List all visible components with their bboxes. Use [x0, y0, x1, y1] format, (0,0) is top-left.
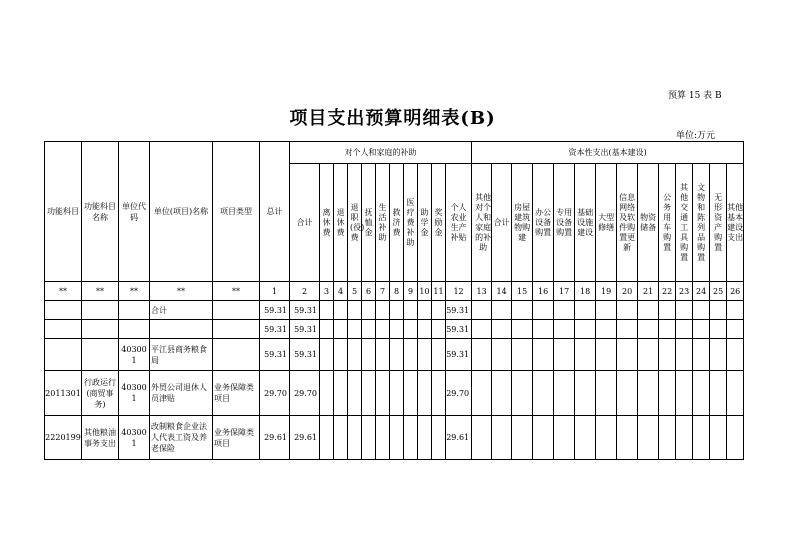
func-code-cell: 2011301	[45, 371, 82, 416]
empty-cell	[362, 301, 376, 320]
proj-type-cell: 业务保障类项目	[213, 371, 260, 416]
col-header-p9-text: 奖励金	[434, 207, 443, 237]
p11-cell: 29.61	[446, 416, 472, 460]
empty-cell	[659, 301, 676, 320]
col-header-p11-text: 其他对个人和家庭的补助	[475, 192, 492, 252]
empty-cell	[596, 301, 617, 320]
empty-cell	[362, 339, 376, 371]
col-header-c10-text: 文物和陈列品购置	[697, 182, 706, 262]
empty-cell	[376, 301, 390, 320]
col-header-p10-text: 个人农业生产补贴	[450, 202, 467, 242]
empty-cell	[575, 320, 596, 339]
index-cell: 13	[472, 282, 492, 301]
empty-cell	[554, 301, 575, 320]
col-header-c8-text: 公务用车购置	[663, 192, 672, 252]
col-header-unit-name: 单位(项目)名称	[150, 142, 213, 282]
total-cell: 29.70	[260, 371, 290, 416]
unit-name-cell: 改制粮食企业法人代表工资及养老保险	[150, 416, 213, 460]
index-row	[45, 282, 744, 301]
empty-cell	[727, 339, 744, 371]
empty-cell	[617, 371, 638, 416]
empty-cell	[512, 371, 533, 416]
index-cell: 10	[418, 282, 432, 301]
col-header-c3	[554, 164, 575, 282]
empty-cell	[575, 416, 596, 460]
col-header-p2	[334, 164, 348, 282]
index-cell: 15	[512, 282, 533, 301]
empty-cell	[575, 339, 596, 371]
index-cell: 16	[533, 282, 554, 301]
p-sum-cell: 29.61	[290, 416, 320, 460]
proj-type-cell	[213, 339, 260, 371]
empty-cell	[492, 371, 512, 416]
empty-cell	[617, 339, 638, 371]
empty-cell	[376, 416, 390, 460]
index-cell: **	[119, 282, 150, 301]
col-header-p10	[446, 164, 472, 282]
col-header-p8-text: 助学金	[420, 207, 429, 237]
col-header-p4-text: 抚恤金	[364, 207, 373, 237]
empty-cell	[320, 301, 334, 320]
col-header-c12	[727, 164, 744, 282]
empty-cell	[533, 371, 554, 416]
p-sum-cell: 29.70	[290, 371, 320, 416]
empty-cell	[676, 339, 693, 371]
func-name-cell	[82, 320, 119, 339]
index-cell: **	[150, 282, 213, 301]
empty-cell	[638, 371, 659, 416]
budget-detail-table	[44, 141, 744, 460]
p11-cell: 59.31	[446, 320, 472, 339]
col-header-p6	[390, 164, 404, 282]
empty-cell	[710, 320, 727, 339]
col-header-total: 总计	[260, 142, 290, 282]
empty-cell	[659, 371, 676, 416]
empty-cell	[676, 416, 693, 460]
index-cell: 1	[260, 282, 290, 301]
empty-cell	[418, 320, 432, 339]
col-header-p3-text: 退职(役)费	[350, 202, 365, 242]
index-cell: **	[82, 282, 119, 301]
empty-cell	[554, 339, 575, 371]
col-header-p7	[404, 164, 418, 282]
empty-cell	[404, 301, 418, 320]
empty-cell	[376, 339, 390, 371]
empty-cell	[617, 301, 638, 320]
group-header-personal: 对个人和家庭的补助	[290, 142, 472, 164]
index-cell: 6	[362, 282, 376, 301]
empty-cell	[404, 371, 418, 416]
unit-code-cell: 403001	[119, 416, 150, 460]
empty-cell	[617, 416, 638, 460]
col-header-unit-code: 单位代码	[119, 142, 150, 282]
empty-cell	[710, 371, 727, 416]
empty-cell	[554, 320, 575, 339]
col-header-c-sum: 合计	[492, 164, 512, 282]
index-cell: 3	[320, 282, 334, 301]
empty-cell	[418, 371, 432, 416]
empty-cell	[693, 301, 710, 320]
index-cell: 7	[376, 282, 390, 301]
empty-cell	[334, 416, 348, 460]
unit-name-cell: 平江县商务粮食局	[150, 339, 213, 371]
col-header-p5-text: 生活补助	[378, 202, 387, 242]
empty-cell	[418, 301, 432, 320]
unit-code-cell: 403001	[119, 339, 150, 371]
empty-cell	[418, 416, 432, 460]
empty-cell	[348, 320, 362, 339]
unit-code-cell	[119, 301, 150, 320]
col-header-c12-text: 其他基本建设支出	[727, 202, 744, 242]
empty-cell	[390, 320, 404, 339]
func-code-cell: 2220199	[45, 416, 82, 460]
col-header-c4	[575, 164, 596, 282]
empty-cell	[710, 416, 727, 460]
empty-cell	[362, 320, 376, 339]
func-name-cell: 其他粮油事务支出	[82, 416, 119, 460]
col-header-p1-text: 离休费	[322, 207, 331, 237]
empty-cell	[659, 320, 676, 339]
table-row	[45, 371, 744, 416]
index-cell: 25	[710, 282, 727, 301]
index-cell: 22	[659, 282, 676, 301]
empty-cell	[334, 320, 348, 339]
empty-cell	[390, 371, 404, 416]
col-header-p5	[376, 164, 390, 282]
empty-cell	[320, 416, 334, 460]
unit-code-cell	[119, 320, 150, 339]
col-header-c11	[710, 164, 727, 282]
group-header-capital: 资本性支出(基本建设)	[472, 142, 744, 164]
empty-cell	[659, 339, 676, 371]
empty-cell	[693, 416, 710, 460]
unit-name-cell: 外贸公司退休人员津贴	[150, 371, 213, 416]
empty-cell	[596, 320, 617, 339]
empty-cell	[693, 320, 710, 339]
col-header-p-sum: 合计	[290, 164, 320, 282]
empty-cell	[472, 320, 492, 339]
col-header-c9	[676, 164, 693, 282]
empty-cell	[512, 339, 533, 371]
col-header-p1	[320, 164, 334, 282]
empty-cell	[710, 339, 727, 371]
empty-cell	[390, 416, 404, 460]
index-cell: 23	[676, 282, 693, 301]
table-number-label: 预算 15 表 B	[668, 91, 722, 101]
empty-cell	[693, 339, 710, 371]
empty-cell	[432, 320, 446, 339]
empty-cell	[348, 371, 362, 416]
func-name-cell	[82, 301, 119, 320]
empty-cell	[418, 339, 432, 371]
col-header-c11-text: 无形资产购置	[714, 192, 723, 252]
empty-cell	[676, 301, 693, 320]
empty-cell	[638, 416, 659, 460]
p-sum-cell: 59.31	[290, 320, 320, 339]
unit-name-cell	[150, 320, 213, 339]
col-header-p11	[472, 164, 492, 282]
col-header-c8	[659, 164, 676, 282]
empty-cell	[376, 371, 390, 416]
col-header-p6-text: 救济费	[392, 207, 401, 237]
proj-type-cell: 业务保障类项目	[213, 416, 260, 460]
empty-cell	[492, 339, 512, 371]
col-header-c5-text: 大型修缮	[598, 212, 615, 232]
col-header-func-code: 功能科目	[45, 142, 82, 282]
empty-cell	[432, 301, 446, 320]
col-header-c10	[693, 164, 710, 282]
index-cell: **	[45, 282, 82, 301]
col-header-c1	[512, 164, 533, 282]
col-header-c1-text: 房屋建筑物购建	[514, 202, 531, 242]
empty-cell	[710, 301, 727, 320]
empty-cell	[693, 371, 710, 416]
empty-cell	[320, 339, 334, 371]
col-header-p9	[432, 164, 446, 282]
empty-cell	[404, 320, 418, 339]
empty-cell	[472, 416, 492, 460]
total-cell: 59.31	[260, 301, 290, 320]
empty-cell	[432, 371, 446, 416]
col-header-c3-text: 专用设备购置	[556, 207, 573, 237]
empty-cell	[472, 301, 492, 320]
empty-cell	[617, 320, 638, 339]
p11-cell: 29.70	[446, 371, 472, 416]
empty-cell	[659, 416, 676, 460]
col-header-c4-text: 基础设施建设	[577, 207, 594, 237]
col-header-p3	[348, 164, 365, 282]
table-row	[45, 339, 744, 371]
col-header-c9-text: 其他交通工具购置	[680, 182, 689, 262]
empty-cell	[320, 320, 334, 339]
col-header-c6-text: 信息网络及软件购置更新	[619, 192, 636, 252]
col-header-c6	[617, 164, 638, 282]
empty-cell	[533, 301, 554, 320]
index-cell: 24	[693, 282, 710, 301]
empty-cell	[472, 339, 492, 371]
empty-cell	[638, 301, 659, 320]
total-cell: 59.31	[260, 339, 290, 371]
proj-type-cell	[213, 301, 260, 320]
table-row	[45, 320, 744, 339]
empty-cell	[390, 301, 404, 320]
page-title: 项目支出预算明细表(B)	[289, 108, 496, 129]
index-cell: 26	[727, 282, 744, 301]
col-header-p8	[418, 164, 432, 282]
empty-cell	[533, 416, 554, 460]
empty-cell	[348, 339, 362, 371]
empty-cell	[512, 416, 533, 460]
empty-cell	[596, 416, 617, 460]
empty-cell	[727, 371, 744, 416]
empty-cell	[492, 301, 512, 320]
col-header-c7-text: 物资储备	[640, 212, 657, 232]
index-cell: 9	[404, 282, 418, 301]
col-header-c2-text: 办公设备购置	[535, 207, 552, 237]
col-header-p4	[362, 164, 376, 282]
empty-cell	[492, 416, 512, 460]
empty-cell	[727, 301, 744, 320]
empty-cell	[432, 416, 446, 460]
empty-cell	[533, 320, 554, 339]
empty-cell	[512, 320, 533, 339]
unit-code-cell: 403001	[119, 371, 150, 416]
unit-name-cell: 合计	[150, 301, 213, 320]
index-cell: 20	[617, 282, 638, 301]
p-sum-cell: 59.31	[290, 301, 320, 320]
index-cell: **	[213, 282, 260, 301]
empty-cell	[554, 416, 575, 460]
empty-cell	[472, 371, 492, 416]
func-code-cell	[45, 301, 82, 320]
empty-cell	[404, 416, 418, 460]
index-cell: 4	[334, 282, 348, 301]
empty-cell	[596, 339, 617, 371]
unit-label: 单位:万元	[676, 131, 716, 141]
header-group-row	[45, 142, 744, 164]
index-cell: 14	[492, 282, 512, 301]
total-cell: 59.31	[260, 320, 290, 339]
empty-cell	[575, 301, 596, 320]
empty-cell	[676, 320, 693, 339]
empty-cell	[320, 371, 334, 416]
p11-cell: 59.31	[446, 339, 472, 371]
table-row	[45, 416, 744, 460]
empty-cell	[432, 339, 446, 371]
col-header-c7	[638, 164, 659, 282]
empty-cell	[638, 339, 659, 371]
empty-cell	[404, 339, 418, 371]
index-cell: 8	[390, 282, 404, 301]
empty-cell	[348, 416, 362, 460]
empty-cell	[362, 371, 376, 416]
col-header-p2-text: 退休费	[336, 207, 345, 237]
empty-cell	[334, 339, 348, 371]
empty-cell	[512, 301, 533, 320]
table-row	[45, 301, 744, 320]
p-sum-cell: 59.31	[290, 339, 320, 371]
func-name-cell	[82, 339, 119, 371]
empty-cell	[376, 320, 390, 339]
func-code-cell	[45, 339, 82, 371]
col-header-p7-text: 医疗费补助	[406, 197, 415, 247]
total-cell: 29.61	[260, 416, 290, 460]
col-header-c5	[596, 164, 617, 282]
empty-cell	[362, 416, 376, 460]
index-cell: 5	[348, 282, 362, 301]
index-cell: 17	[554, 282, 575, 301]
empty-cell	[596, 371, 617, 416]
empty-cell	[575, 371, 596, 416]
empty-cell	[533, 339, 554, 371]
empty-cell	[676, 371, 693, 416]
func-name-cell: 行政运行(商贸事务)	[82, 371, 119, 416]
index-cell: 11	[432, 282, 446, 301]
index-cell: 12	[446, 282, 472, 301]
p11-cell: 59.31	[446, 301, 472, 320]
empty-cell	[334, 371, 348, 416]
index-cell: 18	[575, 282, 596, 301]
index-cell: 19	[596, 282, 617, 301]
index-cell: 21	[638, 282, 659, 301]
col-header-proj-type: 项目类型	[213, 142, 260, 282]
empty-cell	[390, 339, 404, 371]
empty-cell	[554, 371, 575, 416]
empty-cell	[348, 301, 362, 320]
empty-cell	[638, 320, 659, 339]
empty-cell	[492, 320, 512, 339]
empty-cell	[334, 301, 348, 320]
col-header-func-name: 功能科目名称	[82, 142, 119, 282]
proj-type-cell	[213, 320, 260, 339]
empty-cell	[727, 320, 744, 339]
index-cell: 2	[290, 282, 320, 301]
func-code-cell	[45, 320, 82, 339]
col-header-c2	[533, 164, 554, 282]
empty-cell	[727, 416, 744, 460]
